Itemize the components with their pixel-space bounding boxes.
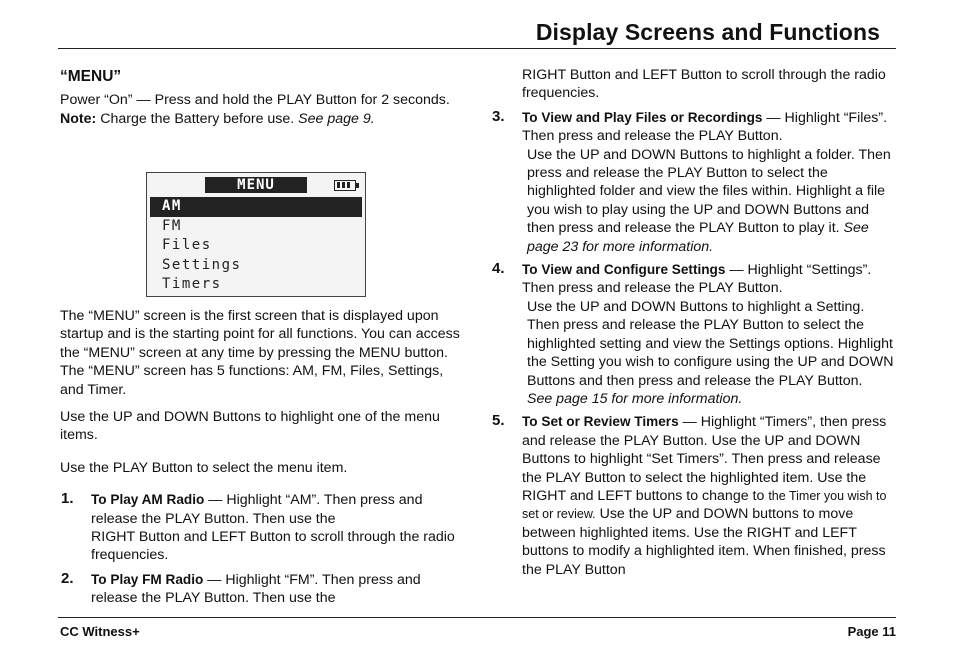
up-down-paragraph: Use the UP and DOWN Buttons to highlight one of the menu items. <box>60 409 440 444</box>
step-text: — Highlight “Timers”, then press and release the PLAY Button. Use the UP and DOWN Buttons to highlight “Set Timers”. Then press and release the PLAY Button to select the highlighted item. Use the RIGHT and LEFT buttons to change to <box>522 414 887 504</box>
steps-list-right <box>491 109 899 579</box>
screen-menu-list <box>147 197 365 295</box>
screen-menu-item-am: AM <box>150 197 362 217</box>
left-column-body <box>60 307 460 608</box>
step-number: 4. <box>492 260 505 278</box>
step-title: To Set or Review Timers <box>522 414 679 430</box>
step-text: RIGHT Button and LEFT Button to scroll through the radio frequencies. <box>91 529 455 564</box>
step-1 <box>60 491 460 565</box>
note-label: Note: <box>60 110 97 127</box>
step-title: To Play FM Radio <box>91 571 204 587</box>
screen-menu-item-timers: Timers <box>162 276 222 292</box>
step-number: 5. <box>492 412 505 430</box>
right-column <box>491 66 899 579</box>
step-3 <box>491 109 899 256</box>
power-on-paragraph <box>60 91 460 109</box>
note-text: Charge the Battery before use. <box>96 110 299 127</box>
header-rule <box>58 48 896 49</box>
power-on-label: Power “On” <box>60 92 133 109</box>
left-column <box>60 68 460 128</box>
step-number: 1. <box>61 490 74 508</box>
screen-title: MENU <box>205 177 307 193</box>
note-page-ref: See page 9. <box>298 110 375 127</box>
step-text: — Highlight “FM”. Then press and release the PLAY Button. Then use the <box>91 571 421 607</box>
step-page-ref: See page 23 for more information. <box>527 220 869 255</box>
step-4 <box>491 261 899 408</box>
step-text: Use the UP and DOWN Buttons to highlight a Setting. Then press and release the PLAY Button to select the highlighted setting and view the Settings options. Highlight the Setting you wish to configure using the UP and DOWN Buttons and then press and release the PLAY Button. <box>527 298 894 389</box>
steps-list-left <box>60 491 460 607</box>
step-detail <box>522 146 899 256</box>
page-number: Page 11 <box>847 624 896 639</box>
play-select-paragraph: Use the PLAY Button to select the menu item. <box>60 459 348 476</box>
step-number: 3. <box>492 107 505 125</box>
power-on-text: — Press and hold the PLAY Button for 2 seconds. <box>132 92 450 109</box>
step-2 <box>60 571 460 608</box>
step-5 <box>491 413 899 579</box>
step-title: To Play AM Radio <box>91 492 205 508</box>
screen-menu-item-files: Files <box>162 237 212 253</box>
step-text: Use the UP and DOWN Buttons to highlight a folder. Then press and release the PLAY Button to select the highlighted folder and view the files within. Highlight a file you wish to play using the UP and DOWN Buttons and then press and release the PLAY Button to play it. <box>527 146 891 237</box>
footer-rule <box>58 617 896 618</box>
step-text: — Highlight “Files”. Then press and release the PLAY Button. <box>522 109 888 145</box>
screen-menu-item-settings: Settings <box>162 256 242 273</box>
section-heading: “MENU” <box>60 68 122 85</box>
battery-icon <box>334 180 356 191</box>
menu-description: The “MENU” screen is the first screen that is displayed upon startup and is the starting point for all functions. You can access the “MENU” screen at any time by pressing the MENU button. The “MENU” screen has 5 functions: AM, FM, Files, Settings, and Timer. <box>60 308 460 398</box>
step-detail <box>522 298 899 408</box>
product-name: CC Witness+ <box>60 624 140 639</box>
step-title: To View and Play Files or Recordings <box>522 109 763 125</box>
screen-menu-item-fm: FM <box>162 217 182 234</box>
menu-screen-illustration <box>146 172 366 297</box>
step-title: To View and Configure Settings <box>522 262 726 278</box>
step-text: — Highlight “Settings”. Then press and release the PLAY Button. <box>522 262 872 297</box>
step-text-small: the Timer you wish to set or review. <box>522 488 887 522</box>
step-number: 2. <box>61 569 74 587</box>
step-page-ref: See page 15 for more information. <box>527 390 743 407</box>
step-text: — Highlight “AM”. Then press and release the PLAY Button. Then use the <box>91 492 423 527</box>
step-text: Use the UP and DOWN buttons to move between highlighted items. Use the RIGHT and LEFT buttons to modify a highlighted item. When finished, press the PLAY Button <box>522 506 886 578</box>
page-title: Display Screens and Functions <box>535 19 880 45</box>
note-paragraph <box>60 110 460 128</box>
step-2-continuation: RIGHT Button and LEFT Button to scroll through the radio frequencies. <box>522 67 886 102</box>
